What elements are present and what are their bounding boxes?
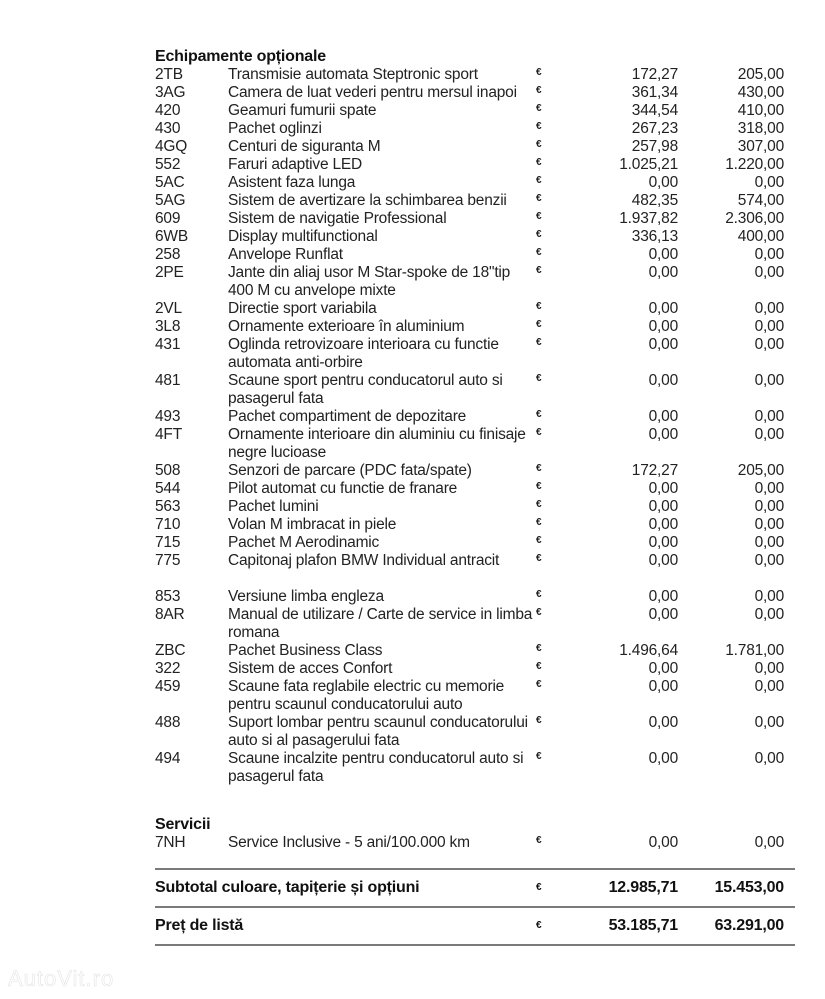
price-gross: 0,00 — [754, 534, 784, 551]
price-net: 0,00 — [648, 336, 678, 353]
line-item-row — [155, 426, 795, 462]
price-gross: 0,00 — [754, 678, 784, 695]
option-code: 258 — [155, 246, 181, 263]
line-item-row — [155, 588, 795, 606]
option-description: Geamuri fumurii spate — [228, 102, 377, 119]
price-gross: 0,00 — [754, 426, 784, 443]
option-description: Faruri adaptive LED — [228, 156, 363, 173]
option-description: Pachet oglinzi — [228, 120, 322, 137]
option-description: Scaune fata reglabile electric cu memorie pentru scaunul conducatorului auto — [228, 678, 505, 713]
euro-icon: € — [536, 265, 542, 276]
euro-icon: € — [536, 661, 542, 672]
price-gross: 0,00 — [754, 246, 784, 263]
line-item-row — [155, 156, 795, 174]
option-code: 420 — [155, 102, 181, 119]
line-item-row — [155, 678, 795, 714]
price-net: 0,00 — [648, 552, 678, 569]
option-description: Pachet M Aerodinamic — [228, 534, 380, 551]
option-description: Ornamente exterioare în aluminium — [228, 318, 465, 335]
option-description: Scaune incalzite pentru conducatorul auto si pasagerul fata — [228, 750, 524, 785]
option-code: 430 — [155, 120, 181, 137]
euro-icon: € — [536, 193, 542, 204]
euro-icon: € — [536, 85, 542, 96]
option-description: Jante din aliaj usor M Star-spoke de 18"tip 400 M cu anvelope mixte — [228, 264, 511, 299]
price-net: 0,00 — [648, 660, 678, 677]
euro-icon: € — [536, 607, 542, 618]
euro-icon: € — [536, 517, 542, 528]
price-net: 0,00 — [648, 372, 678, 389]
price-net: 0,00 — [648, 606, 678, 623]
option-code: 5AG — [155, 192, 186, 209]
subtotal-net: 12.985,71 — [608, 879, 678, 896]
line-item-row — [155, 750, 795, 786]
line-item-row — [155, 372, 795, 408]
euro-icon: € — [536, 175, 542, 186]
price-gross: 0,00 — [754, 498, 784, 515]
euro-icon: € — [536, 301, 542, 312]
euro-icon: € — [536, 103, 542, 114]
option-description: Anvelope Runflat — [228, 246, 343, 263]
euro-icon: € — [536, 835, 542, 846]
line-item-row — [155, 246, 795, 264]
line-item-row — [155, 606, 795, 642]
price-gross: 205,00 — [737, 66, 784, 83]
option-code: 459 — [155, 678, 181, 695]
price-net: 1.025,21 — [619, 156, 678, 173]
price-net: 344,54 — [631, 102, 678, 119]
option-description: Directie sport variabila — [228, 300, 377, 317]
euro-icon: € — [536, 121, 542, 132]
euro-icon: € — [536, 247, 542, 258]
price-gross: 430,00 — [737, 84, 784, 101]
price-gross: 0,00 — [754, 606, 784, 623]
line-item-row — [155, 480, 795, 498]
euro-icon: € — [536, 679, 542, 690]
euro-icon: € — [536, 715, 542, 726]
price-net: 361,34 — [631, 84, 678, 101]
option-code: 563 — [155, 498, 181, 515]
option-description: Sistem de avertizare la schimbarea benzii — [228, 192, 507, 209]
price-net: 0,00 — [648, 246, 678, 263]
line-item-row — [155, 336, 795, 372]
line-item-row — [155, 516, 795, 534]
option-description: Pachet lumini — [228, 498, 319, 515]
price-gross: 1.220,00 — [725, 156, 784, 173]
option-description: Pachet compartiment de depozitare — [228, 408, 467, 425]
option-description: Camera de luat vederi pentru mersul inapoi — [228, 84, 517, 101]
price-gross: 0,00 — [754, 660, 784, 677]
line-item-row — [155, 84, 795, 102]
euro-icon: € — [536, 211, 542, 222]
price-net: 257,98 — [631, 138, 678, 155]
price-gross: 0,00 — [754, 408, 784, 425]
option-code: 6WB — [155, 228, 188, 245]
euro-icon: € — [536, 553, 542, 564]
option-code: 775 — [155, 552, 181, 569]
option-description: Suport lombar pentru scaunul conducatorului auto si al pasagerului fata — [228, 714, 528, 749]
euro-icon: € — [536, 499, 542, 510]
euro-icon: € — [536, 481, 542, 492]
price-net: 1.496,64 — [619, 642, 678, 659]
optional-equipment-list-continued — [155, 588, 795, 786]
price-sheet — [155, 48, 795, 946]
option-code: 853 — [155, 588, 181, 605]
option-code: 493 — [155, 408, 181, 425]
option-code: 2TB — [155, 66, 183, 83]
option-code: 609 — [155, 210, 181, 227]
subtotal-label: Subtotal culoare, tapițerie și opțiuni — [155, 879, 420, 896]
line-item-row — [155, 408, 795, 426]
line-item-row — [155, 192, 795, 210]
line-item-row — [155, 66, 795, 84]
price-net: 482,35 — [631, 192, 678, 209]
euro-icon: € — [536, 589, 542, 600]
section-title-optional-equipment: Echipamente opționale — [155, 48, 326, 65]
line-item-row — [155, 834, 795, 852]
line-item-row — [155, 534, 795, 552]
price-net: 0,00 — [648, 714, 678, 731]
line-item-row — [155, 318, 795, 336]
option-code: 715 — [155, 534, 181, 551]
section-title-services: Servicii — [155, 816, 211, 833]
option-description: Pilot automat cu functie de franare — [228, 480, 458, 497]
line-item-row — [155, 300, 795, 318]
option-description: Sistem de acces Confort — [228, 660, 393, 677]
price-net: 0,00 — [648, 834, 678, 851]
option-description: Volan M imbracat in piele — [228, 516, 397, 533]
euro-icon: € — [536, 535, 542, 546]
line-item-row — [155, 660, 795, 678]
price-net: 1.937,82 — [619, 210, 678, 227]
price-gross: 0,00 — [754, 300, 784, 317]
euro-icon: € — [536, 882, 542, 893]
option-code: 488 — [155, 714, 181, 731]
option-code: 710 — [155, 516, 181, 533]
price-gross: 318,00 — [737, 120, 784, 137]
option-code: 3AG — [155, 84, 186, 101]
subtotal-gross: 15.453,00 — [714, 879, 784, 896]
line-item-row — [155, 102, 795, 120]
line-item-row — [155, 120, 795, 138]
price-gross: 0,00 — [754, 714, 784, 731]
price-gross: 0,00 — [754, 372, 784, 389]
option-description: Ornamente interioare din aluminiu cu finisaje negre lucioase — [228, 426, 526, 461]
option-code: 5AC — [155, 174, 185, 191]
price-gross: 0,00 — [754, 318, 784, 335]
option-description: Oglinda retrovizoare interioara cu functie automata anti-orbire — [228, 336, 499, 371]
price-gross: 2.306,00 — [725, 210, 784, 227]
watermark-logo: AutoVit.ro — [8, 966, 115, 991]
price-gross: 0,00 — [754, 588, 784, 605]
price-gross: 0,00 — [754, 516, 784, 533]
euro-icon: € — [536, 409, 542, 420]
option-code: 544 — [155, 480, 181, 497]
euro-icon: € — [536, 139, 542, 150]
divider — [155, 944, 795, 946]
option-code: ZBC — [155, 642, 186, 659]
price-gross: 0,00 — [754, 174, 784, 191]
option-code: 4GQ — [155, 138, 188, 155]
list-price-net: 53.185,71 — [608, 917, 678, 934]
option-code: 552 — [155, 156, 181, 173]
option-code: 431 — [155, 336, 181, 353]
option-description: Scaune sport pentru conducatorul auto si pasagerul fata — [228, 372, 503, 407]
option-description: Senzori de parcare (PDC fata/spate) — [228, 462, 472, 479]
line-item-row — [155, 498, 795, 516]
option-description: Service Inclusive - 5 ani/100.000 km — [228, 834, 470, 851]
price-gross: 0,00 — [754, 750, 784, 767]
price-gross: 307,00 — [737, 138, 784, 155]
euro-icon: € — [536, 67, 542, 78]
option-description: Sistem de navigatie Professional — [228, 210, 447, 227]
price-net: 0,00 — [648, 588, 678, 605]
euro-icon: € — [536, 157, 542, 168]
option-code: 2PE — [155, 264, 184, 281]
euro-icon: € — [536, 463, 542, 474]
line-item-row — [155, 714, 795, 750]
option-code: 494 — [155, 750, 181, 767]
price-net: 0,00 — [648, 750, 678, 767]
euro-icon: € — [536, 229, 542, 240]
line-item-row — [155, 138, 795, 156]
subtotal-row — [155, 870, 795, 906]
euro-icon: € — [536, 319, 542, 330]
price-net: 0,00 — [648, 480, 678, 497]
line-item-row — [155, 228, 795, 246]
price-gross: 0,00 — [754, 264, 784, 281]
option-code: 2VL — [155, 300, 182, 317]
euro-icon: € — [536, 337, 542, 348]
price-gross: 574,00 — [737, 192, 784, 209]
price-net: 172,27 — [631, 462, 678, 479]
option-description: Centuri de siguranta M — [228, 138, 381, 155]
price-gross: 0,00 — [754, 480, 784, 497]
services-list — [155, 834, 795, 852]
price-net: 0,00 — [648, 498, 678, 515]
line-item-row — [155, 462, 795, 480]
price-gross: 0,00 — [754, 552, 784, 569]
optional-equipment-list — [155, 66, 795, 570]
price-net: 336,13 — [631, 228, 678, 245]
list-price-gross: 63.291,00 — [714, 917, 784, 934]
price-net: 0,00 — [648, 264, 678, 281]
euro-icon: € — [536, 920, 542, 931]
euro-icon: € — [536, 373, 542, 384]
line-item-row — [155, 264, 795, 300]
option-description: Pachet Business Class — [228, 642, 383, 659]
price-gross: 205,00 — [737, 462, 784, 479]
option-code: 7NH — [155, 834, 186, 851]
spacer — [155, 570, 795, 588]
option-description: Versiune limba engleza — [228, 588, 384, 605]
option-code: 8AR — [155, 606, 185, 623]
option-description: Manual de utilizare / Carte de service in limba romana — [228, 606, 533, 641]
option-description: Transmisie automata Steptronic sport — [228, 66, 478, 83]
price-net: 0,00 — [648, 516, 678, 533]
price-net: 267,23 — [631, 120, 678, 137]
euro-icon: € — [536, 643, 542, 654]
option-description: Display multifunctional — [228, 228, 378, 245]
price-net: 172,27 — [631, 66, 678, 83]
spacer — [155, 786, 795, 816]
list-price-label: Preț de listă — [155, 917, 244, 934]
option-code: 4FT — [155, 426, 182, 443]
price-gross: 0,00 — [754, 834, 784, 851]
line-item-row — [155, 174, 795, 192]
option-description: Asistent faza lunga — [228, 174, 356, 191]
price-net: 0,00 — [648, 408, 678, 425]
price-gross: 1.781,00 — [725, 642, 784, 659]
price-net: 0,00 — [648, 678, 678, 695]
option-code: 3L8 — [155, 318, 181, 335]
price-gross: 0,00 — [754, 336, 784, 353]
price-net: 0,00 — [648, 534, 678, 551]
list-price-row — [155, 908, 795, 944]
option-code: 481 — [155, 372, 181, 389]
option-description: Capitonaj plafon BMW Individual antracit — [228, 552, 500, 569]
price-gross: 400,00 — [737, 228, 784, 245]
line-item-row — [155, 552, 795, 570]
line-item-row — [155, 210, 795, 228]
price-net: 0,00 — [648, 318, 678, 335]
price-net: 0,00 — [648, 300, 678, 317]
line-item-row — [155, 642, 795, 660]
euro-icon: € — [536, 751, 542, 762]
option-code: 508 — [155, 462, 181, 479]
euro-icon: € — [536, 427, 542, 438]
option-code: 322 — [155, 660, 181, 677]
price-net: 0,00 — [648, 426, 678, 443]
price-gross: 410,00 — [737, 102, 784, 119]
spacer — [155, 852, 795, 868]
price-net: 0,00 — [648, 174, 678, 191]
